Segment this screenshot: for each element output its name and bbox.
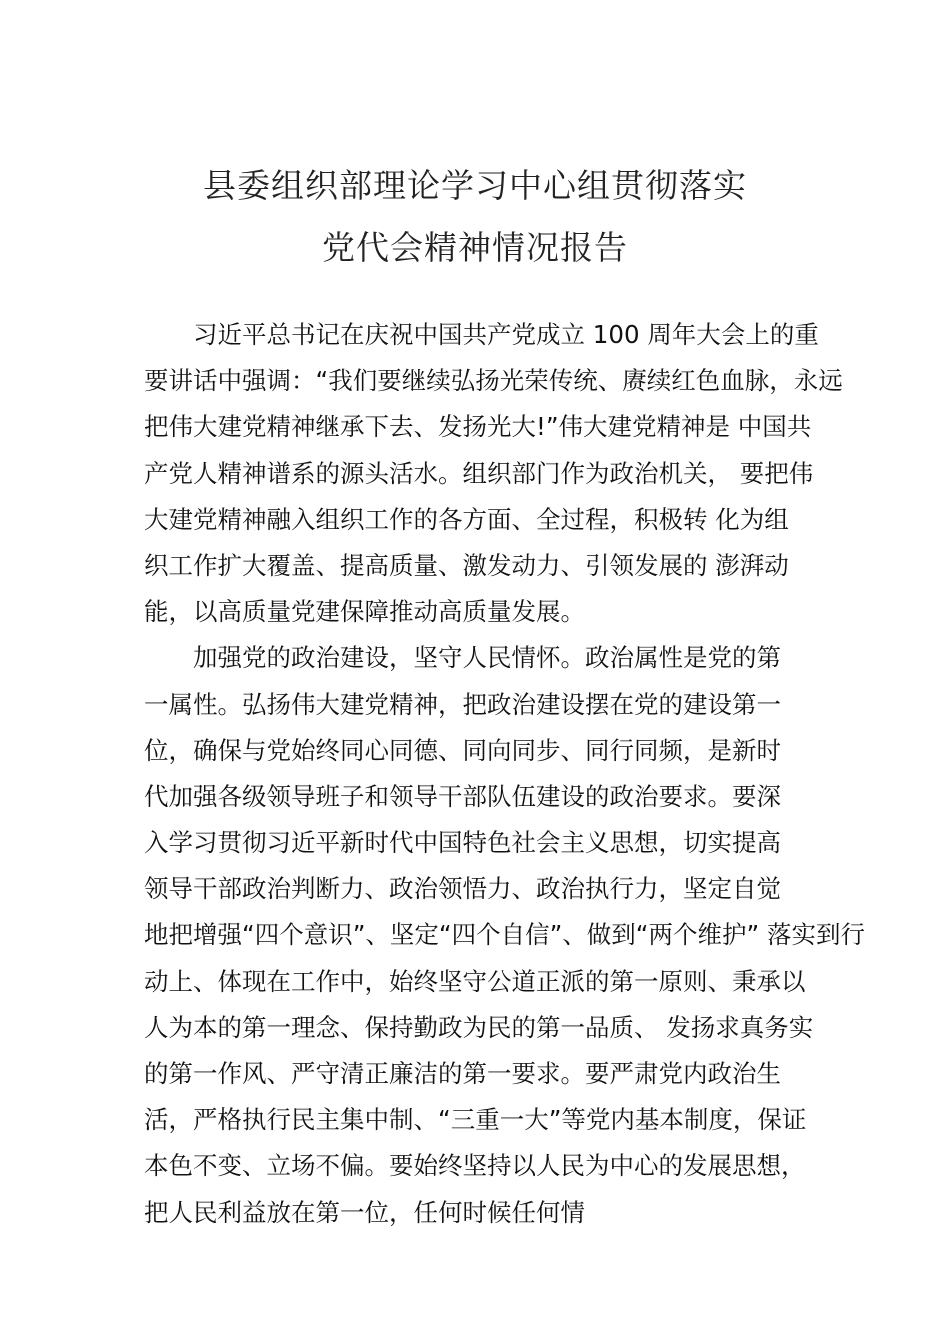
paragraph-line: 代加强各级领导班子和领导干部队伍建设的政治要求。要深 [144, 781, 781, 811]
paragraph-line: 本色不变、立场不偏。要始终坚持以人民为中心的发展思想， [144, 1151, 806, 1181]
paragraph-line: 把人民利益放在第一位，任何时候任何情 [144, 1197, 585, 1227]
paragraph-line: 产党人精神谱系的源头活水。组织部门作为政治机关， 要把伟 [144, 458, 814, 488]
paragraph-line: 能，以高质量党建保障推动高质量发展。 [144, 597, 585, 627]
paragraph-line: 习近平总书记在庆祝中国共产党成立 100 周年大会上的重 [193, 320, 819, 349]
paragraph-2 [144, 635, 865, 1235]
paragraph-line: 加强党的政治建设，坚守人民情怀。政治属性是党的第 [193, 643, 781, 673]
paragraph-line: 一属性。弘扬伟大建党精神，把政治建设摆在党的建设第一 [144, 689, 781, 719]
paragraph-line: 的第一作风、严守清正廉洁的第一要求。要严肃党内政治生 [144, 1059, 781, 1088]
paragraph-line: 织工作扩大覆盖、提高质量、激发动力、引领发展的 澎湃动 [144, 550, 789, 580]
paragraph-line: 人为本的第一理念、保持勤政为民的第一品质、 发扬求真务实 [144, 1012, 814, 1042]
paragraph-line: 大建党精神融入组织工作的各方面、全过程，积极转 化为组 [144, 504, 789, 534]
paragraph-line: 要讲话中强调：“我们要继续弘扬光荣传统、赓续红色血脉，永远 [144, 366, 843, 396]
document-body [144, 312, 865, 1236]
paragraph-line: 领导干部政治判断力、政治领悟力、政治执行力，坚定自觉 [144, 874, 781, 904]
document-title-line-2: 党代会精神情况报告 [322, 228, 628, 267]
paragraph-line: 地把增强“四个意识”、坚定“四个自信”、做到“两个维护” 落实到行 [144, 920, 865, 950]
document-title-line-1: 县委组织部理论学习中心组贯彻落实 [203, 166, 747, 205]
paragraph-line: 位，确保与党始终同心同德、同向同步、同行同频，是新时 [144, 735, 781, 765]
paragraph-line: 把伟大建党精神继承下去、发扬光大!”伟大建党精神是 中国共 [144, 412, 812, 442]
paragraph-line: 动上、体现在工作中，始终坚守公道正派的第一原则、秉承以 [144, 966, 806, 996]
paragraph-line: 入学习贯彻习近平新时代中国特色社会主义思想，切实提高 [144, 828, 781, 858]
paragraph-line: 活，严格执行民主集中制、“三重一大”等党内基本制度，保证 [144, 1105, 807, 1135]
paragraph-1 [144, 312, 843, 635]
